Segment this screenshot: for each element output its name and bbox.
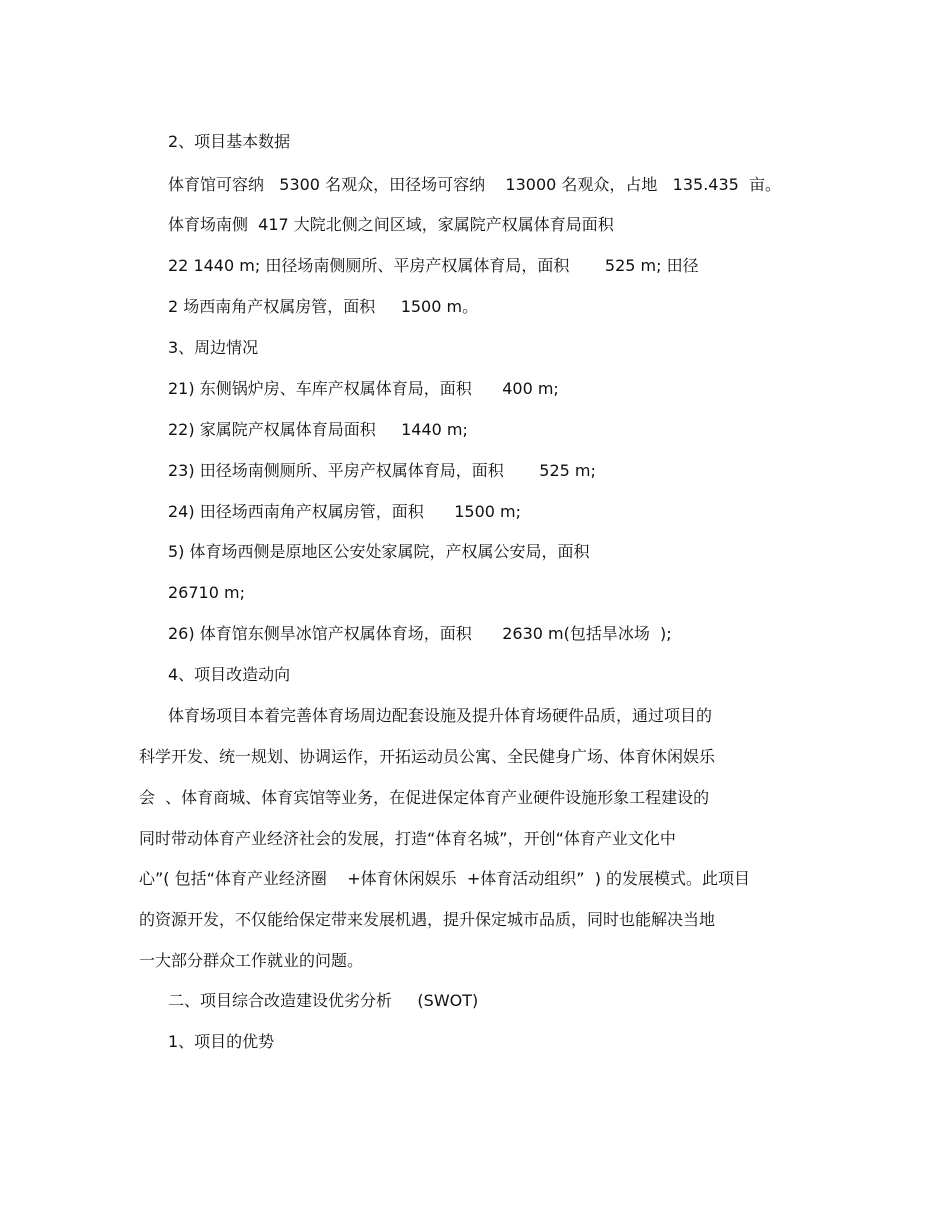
- chapter-heading-swot: 二、项目综合改造建设优劣分析 (SWOT): [168, 991, 479, 1010]
- paragraph-line: 科学开发、统一规划、协调运作，开拓运动员公寓、全民健身广场、体育休闲娱乐: [139, 747, 716, 766]
- list-item: 5) 体育场西侧是原地区公安处家属院，产权属公安局，面积: [168, 542, 590, 561]
- paragraph-line: 2 场西南角产权属房管，面积 1500 m。: [168, 297, 479, 316]
- paragraph-line: 体育场南侧 417 大院北侧之间区域，家属院产权属体育局面积: [168, 215, 614, 234]
- paragraph-line: 22 1440 m; 田径场南侧厕所、平房产权属体育局，面积 525 m; 田径: [168, 256, 699, 275]
- list-item: 26) 体育馆东侧旱冰馆产权属体育场，面积 2630 m(包括旱冰场 );: [168, 624, 672, 643]
- list-item: 24) 田径场西南角产权属房管，面积 1500 m;: [168, 502, 521, 521]
- paragraph-line: 的资源开发，不仅能给保定带来发展机遇，提升保定城市品质，同时也能解决当地: [139, 910, 716, 929]
- list-item-continuation: 26710 m;: [168, 583, 245, 602]
- section-heading-renovation-direction: 4、项目改造动向: [168, 665, 291, 684]
- section-heading-surroundings: 3、周边情况: [168, 338, 259, 357]
- list-item: 21) 东侧锅炉房、车库产权属体育局，面积 400 m;: [168, 379, 559, 398]
- paragraph-line: 同时带动体育产业经济社会的发展，打造“体育名城”，开创“体育产业文化中: [139, 829, 676, 848]
- paragraph-line: 体育馆可容纳 5300 名观众，田径场可容纳 13000 名观众，占地 135.435 亩。: [168, 175, 781, 194]
- paragraph-line: 会 、体育商城、体育宾馆等业务，在促进保定体育产业硬件设施形象工程建设的: [139, 788, 710, 807]
- section-heading-basic-data: 2、项目基本数据: [168, 132, 291, 151]
- paragraph-line: 体育场项目本着完善体育场周边配套设施及提升体育场硬件品质，通过项目的: [168, 706, 713, 725]
- paragraph-line: 心”( 包括“体育产业经济圈 +体育休闲娱乐 +体育活动组织” ) 的发展模式。此项目: [139, 869, 751, 888]
- list-item: 22) 家属院产权属体育局面积 1440 m;: [168, 420, 468, 439]
- list-item: 23) 田径场南侧厕所、平房产权属体育局，面积 525 m;: [168, 461, 596, 480]
- section-heading-advantages: 1、项目的优势: [168, 1032, 275, 1051]
- paragraph-line: 一大部分群众工作就业的问题。: [139, 951, 364, 970]
